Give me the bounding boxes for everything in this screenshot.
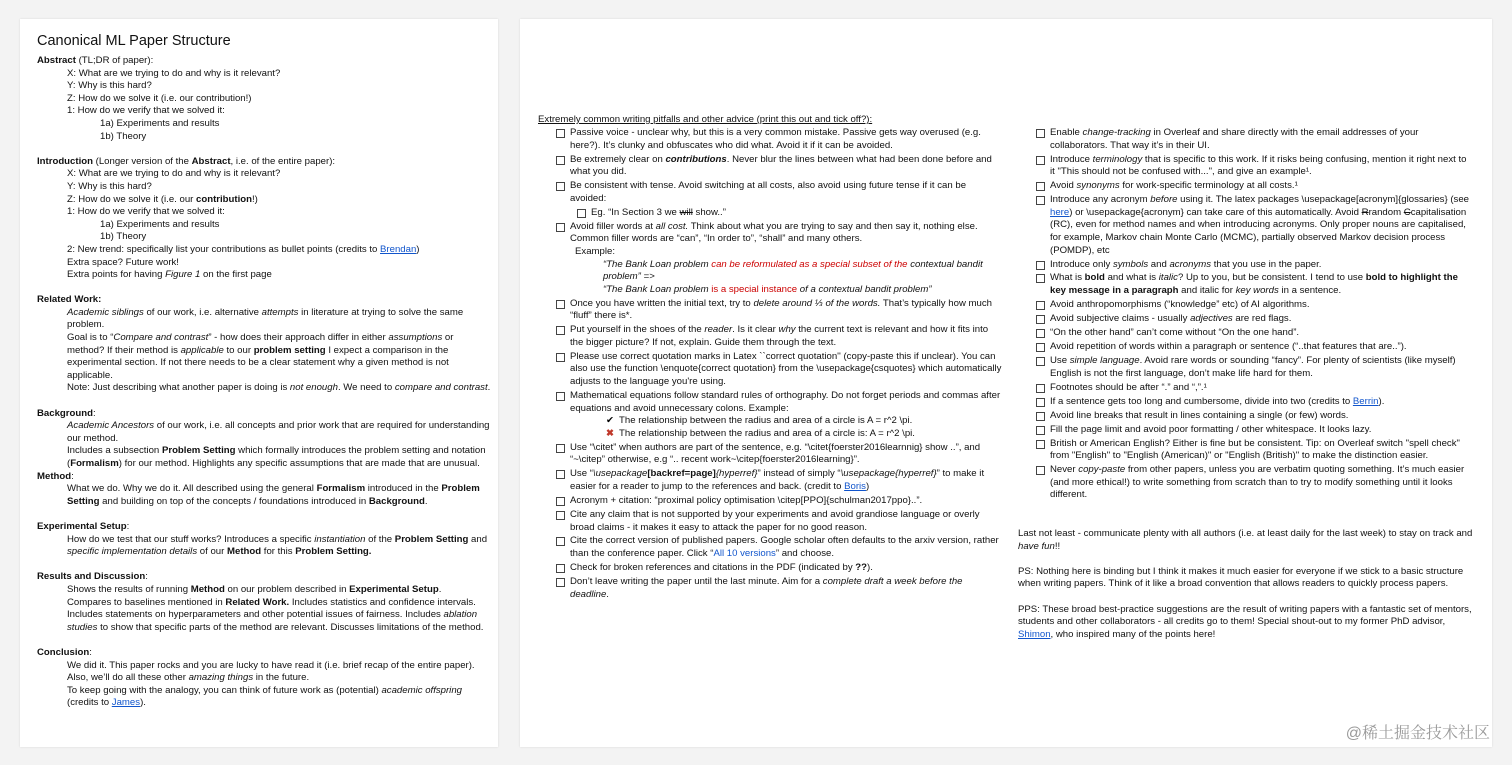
checkbox[interactable] <box>1036 343 1045 352</box>
conclusion-heading: Conclusion <box>37 646 90 658</box>
checklist-item: Use “\citet” when authors are part of the sentence, e.g. “\citet{foerster2016learnnig} show ..”, and “~\citep” otherwise, e.g “.. recent work~\citep{foerster2016learning}”. <box>556 442 1002 467</box>
doc-title: Canonical ML Paper Structure <box>37 33 231 49</box>
background-heading: Background <box>37 407 93 419</box>
experimental-setup-heading: Experimental Setup <box>37 520 127 532</box>
checklist-item: Introduce terminology that is specific to this work. If it risks being confusing, mention it right next to it "This should not be confused with...", and give an example¹. <box>1036 154 1472 179</box>
method-paragraph: What we do. Why we do it. All described using the general Formalism introduced in the Problem Setting and building on top of the concepts / foundations introduced in Background. <box>67 483 480 507</box>
introduction-line: Z: How do we solve it (i.e. our contribution!) <box>67 193 258 205</box>
introduction-heading: Introduction <box>37 155 93 167</box>
all-versions-link[interactable]: All 10 versions <box>713 548 776 560</box>
boris-link[interactable]: Boris <box>844 480 866 492</box>
checklist-item: Enable change-tracking in Overleaf and share directly with the email addresses of your collaborators. That way it’s in their UI. <box>1036 127 1472 152</box>
checkbox[interactable] <box>556 392 565 401</box>
checkbox[interactable] <box>1036 357 1045 366</box>
related-work-heading: Related Work: <box>37 294 102 306</box>
introduction-line: Extra space? Future work! <box>67 256 179 268</box>
checklist-item: Avoid filler words at all cost. Think about what you are trying to say and then say it, nothing else. Common filler words are “can”, “In order to”, “shall” and many others. Example: “The Bank Loan problem can be reformulated as a special subset of the contextual bandit problem” => “The Bank Loan problem is a special instance of a contextual bandit problem” <box>556 221 1002 297</box>
results-paragraph: Includes statements on hyperparameters and other potential issues of fairness. Includes ablation studies to show that specific parts of the method are relevant. Discusses limitations of the method. <box>67 609 484 633</box>
math-example-bad: ✖ The relationship between the radius and area of a circle is: A = r^2 \pi. <box>606 427 915 439</box>
abstract-subline: 1b) Theory <box>100 130 147 142</box>
checkbox[interactable] <box>556 326 565 335</box>
conclusion-section: Conclusion: We did it. This paper rocks and you are lucky to have read it (i.e. brief recap of the entire paper). Also, we’ll do all these other amazing things in the future. To keep going with the analogy, you can think of future work as (potential) academic offspring (credits to James). <box>37 647 492 710</box>
checkbox[interactable] <box>1036 301 1045 310</box>
checkbox[interactable] <box>556 300 565 309</box>
closing-notes <box>1018 528 1474 654</box>
checkbox[interactable] <box>1036 440 1045 449</box>
checklist-item: What is bold and what is italic? Up to you, but be consistent. I tend to use bold to highlight the key message in a paragraph and italic for key words in a sentence. <box>1036 272 1472 297</box>
checklist-item: Cite the correct version of published papers. Google scholar often defaults to the arxiv version, rather than the conference paper. Click “All 10 versions” and choose. <box>556 535 1002 560</box>
checkbox[interactable] <box>556 223 565 232</box>
check-icon: ✔ <box>606 415 615 427</box>
conclusion-paragraph: To keep going with the analogy, you can think of future work as (potential) academic offspring (credits to James). <box>67 684 462 709</box>
checklist-item: Use simple language. Avoid rare words or sounding “fancy”. For plenty of scientists (like myself) English is not the first language, don’t make life hard for them. <box>1036 355 1472 380</box>
checkbox[interactable] <box>577 209 586 218</box>
ps-note: PS: Nothing here is binding but I think it makes it much easier for everyone if we stick to a basic structure when writing papers. Think of it like a broad convention that allows readers to quickly process papers. <box>1018 565 1464 590</box>
introduction-line: X: What are we trying to do and why is it relevant? <box>67 168 281 180</box>
introduction-line: Extra points for having Figure 1 on the first page <box>67 269 272 281</box>
checkbox[interactable] <box>1036 196 1045 205</box>
checkbox[interactable] <box>556 537 565 546</box>
checkbox[interactable] <box>556 511 565 520</box>
checklist-item: British or American English? Either is fine but be consistent. Tip: on Overleaf switch "spell check" from "English" to "English (American)" or "English (British)" to make the distinction easier. <box>1036 438 1472 463</box>
checklist-item: Never copy-paste from other papers, unless you are verbatim quoting something. It’s much easier (and more ethical!) to write something from scratch than to try to modify something until it looks different. <box>1036 464 1472 502</box>
checkbox[interactable] <box>1036 182 1045 191</box>
checklist-item: Avoid subjective claims - usually adjectives are red flags. <box>1036 313 1472 326</box>
abstract-line: Z: How do we solve it (i.e. our contribution!) <box>67 92 252 104</box>
checklist-item: Avoid synonyms for work-specific terminology at all costs.¹ <box>1036 180 1472 193</box>
checkbox[interactable] <box>556 497 565 506</box>
checkbox[interactable] <box>1036 156 1045 165</box>
method-section: Method: What we do. Why we do it. All described using the general Formalism introduced in the Problem Setting and building on top of the concepts / foundations introduced in Background. <box>37 471 492 509</box>
checklist-item: Introduce any acronym before using it. The latex packages \usepackage[acronym]{glossaries} (see here) or \usepackage{acronym} can take care of this automatically. Avoid Rrandom Ccapitalisation (RC), even for method names and when introducing acronyms. Only proper nouns are capitalised, for example, Markov chain Monte Carlo (MCMC), partially observed Markov decision process (POMDP), etc <box>1036 194 1472 257</box>
introduction-subline: 1a) Experiments and results <box>100 218 220 230</box>
abstract-line: Y: Why is this hard? <box>67 80 152 92</box>
background-section: Background: Academic Ancestors of our work, i.e. all concepts and prior work that are required for understanding our method. Includes a subsection Problem Setting which formally introduces the problem setting and notation (Formalism) for our method. Highlights any specific assumptions that are made that are unusual. <box>37 408 492 471</box>
method-heading: Method <box>37 470 72 482</box>
cross-icon: ✖ <box>606 427 615 439</box>
filler-example-after: “The Bank Loan problem is a special instance of a contextual bandit problem” <box>603 283 932 295</box>
checklist-item: If a sentence gets too long and cumbersome, divide into two (credits to Berrin). <box>1036 396 1472 409</box>
related-work-section <box>37 294 492 395</box>
checklist-item: Put yourself in the shoes of the reader. Is it clear why the current text is relevant and how it fits into the bigger picture? If not, explain. Guide them through the text. <box>556 324 1002 349</box>
abstract-subline: 1a) Experiments and results <box>100 117 220 129</box>
conclusion-paragraph: We did it. This paper rocks and you are lucky to have read it (i.e. brief recap of the entire paper). <box>67 659 475 671</box>
checklist-item: Please use correct quotation marks in Latex ``correct quotation'' (copy-paste this if unclear). You can also use the function \enquote{correct quotation} from the \usepackage{csquotes} which automatically adjusts to the language you're using. <box>556 351 1002 389</box>
checklist-column-right <box>1036 127 1472 503</box>
checkbox[interactable] <box>556 129 565 138</box>
checkbox[interactable] <box>1036 315 1045 324</box>
experimental-setup-paragraph: How do we test that our stuff works? Introduces a specific instantiation of the Problem Setting and specific implementation details of our Method for this Problem Setting. <box>67 533 488 558</box>
checkbox[interactable] <box>1036 129 1045 138</box>
related-work-paragraph: Academic siblings of our work, i.e. alternative attempts in literature at trying to solve the same problem. <box>67 306 464 331</box>
filler-example-before: “The Bank Loan problem can be reformulated as a special subset of the contextual bandit problem” => <box>603 258 983 283</box>
checklist-item: Footnotes should be after “.” and “,”.¹ <box>1036 382 1472 395</box>
checklist-column-left <box>556 127 1002 603</box>
results-heading: Results and Discussion <box>37 571 146 583</box>
filler-example-label: Example: <box>575 245 615 257</box>
glossaries-here-link[interactable]: here <box>1050 206 1070 218</box>
abstract-section: Abstract (TL;DR of paper): X: What are we trying to do and why is it relevant? Y: Why is this hard? Z: How do we solve it (i.e. our contribution!) 1: How do we verify that we solved it: 1a) Experiments and results 1b) Theory <box>37 55 492 143</box>
page-left <box>20 19 498 747</box>
checkbox[interactable] <box>1036 329 1045 338</box>
checklist-item: Don’t leave writing the paper until the last minute. Aim for a complete draft a week before the deadline. <box>556 576 1002 601</box>
introduction-subline: 1b) Theory <box>100 231 147 243</box>
results-paragraph: Compares to baselines mentioned in Related Work. Includes statistics and confidence intervals. <box>67 596 476 608</box>
checklist-item: Cite any claim that is not supported by your experiments and avoid grandiose language or overly broad claims - it makes it easy to attack the paper for no good reason. <box>556 509 1002 534</box>
brendan-link[interactable]: Brendan <box>380 243 417 255</box>
checklist-item: Once you have written the initial text, try to delete around ⅓ of the words. That’s typically how much “fluff” there is*. <box>556 298 1002 323</box>
introduction-line: 1: How do we verify that we solved it: <box>67 206 225 218</box>
checklist-item: “On the other hand” can’t come without “On the one hand”. <box>1036 327 1472 340</box>
james-link[interactable]: James <box>111 697 141 709</box>
checkbox[interactable] <box>556 564 565 573</box>
background-paragraph: Includes a subsection Problem Setting which formally introduces the problem setting and notation (Formalism) for our method. Highlights any specific assumptions that are made that are unusual. <box>67 445 486 469</box>
conclusion-paragraph: Also, we’ll do all these other amazing things in the future. <box>67 672 310 684</box>
abstract-heading: Abstract <box>37 55 76 66</box>
checkbox[interactable] <box>556 156 565 165</box>
abstract-line: 1: How do we verify that we solved it: <box>67 105 225 117</box>
watermark: @稀土掘金技术社区 <box>1345 725 1490 742</box>
experimental-setup-section: Experimental Setup: How do we test that our stuff works? Introduces a specific instantiation of the Problem Setting and specific implementation details of our Method for this Problem Setting. <box>37 521 492 559</box>
checkbox[interactable] <box>1036 466 1045 475</box>
introduction-line: Y: Why is this hard? <box>67 180 152 192</box>
checklist-item: Avoid line breaks that result in lines containing a single (or few) words. <box>1036 410 1472 423</box>
checkbox[interactable] <box>1036 398 1045 407</box>
checklist-item: Introduce only symbols and acronyms that you use in the paper. <box>1036 259 1472 272</box>
checkbox[interactable] <box>556 182 565 191</box>
checklist-item: Be consistent with tense. Avoid switching at all costs, also avoid using future tense if it can be avoided: <box>556 180 1002 205</box>
results-section: Results and Discussion: Shows the results of running Method on our problem described in Experimental Setup. Compares to baselines mentioned in Related Work. Includes statistics and confidence intervals. Includes statements on hyperparameters and other potential issues of fairness. Includes ablation studies to show that specific parts of the method are relevant. Discusses limitations of the method. <box>37 571 492 634</box>
checkbox[interactable] <box>556 353 565 362</box>
shimon-link[interactable]: Shimon <box>1018 628 1051 640</box>
introduction-section: Introduction (Longer version of the Abstract, i.e. of the entire paper): X: What are we trying to do and why is it relevant? Y: Why is this hard? Z: How do we solve it (i.e. our contribution!) 1: How do we verify that we solved it: 1a) Experiments and results 1b) Theory 2: New trend: specifically list your contributions as bullet points (credits to Brendan) Extra space? Future work! Extra points for having Figure 1 on the first page <box>37 156 492 282</box>
checklist-item: Passive voice - unclear why, but this is a very common mistake. Passive gets way overused (e.g. here?). It’s clunky and obfuscates who did what. Avoid it if it can be avoided. <box>556 127 1002 152</box>
background-paragraph: Academic Ancestors of our work, i.e. all concepts and prior work that are required for understanding our method. <box>67 420 490 444</box>
checklist-item: Check for broken references and citations in the PDF (indicated by ??). <box>556 562 1002 575</box>
introduction-line: 2: New trend: specifically list your contributions as bullet points (credits to Brendan) <box>67 243 420 255</box>
checkbox[interactable] <box>1036 261 1045 270</box>
checkbox[interactable] <box>556 578 565 587</box>
checklist-subitem: Eg. “In Section 3 we will show..” <box>577 207 1002 220</box>
checklist-item: Use “\usepackage[backref=page]{hyperref}” instead of simply “\usepackage{hyperref}” to make it easier for a reader to jump to the references and back. (credit to Boris) <box>556 468 1002 493</box>
checklist-item: Fill the page limit and avoid poor formatting / other whitespace. It looks lazy. <box>1036 424 1472 437</box>
results-paragraph: Shows the results of running Method on our problem described in Experimental Setup. <box>67 583 442 595</box>
page-right <box>520 19 1492 747</box>
pps-note: PPS: These broad best-practice suggestions are the result of writing papers with a fantastic set of mentors, students and other collaborators - all credits go to them! Special shout-out to my former PhD advisor, Shimon, who inspired many of the points here! <box>1018 603 1472 640</box>
paper-structure-body <box>37 55 492 710</box>
checkbox[interactable] <box>1036 426 1045 435</box>
related-work-paragraph: Goal is to “Compare and contrast” - how does their approach differ in either assumptions or method? If their method is applicable to our problem setting I expect a comparison in the experimental section. If not there needs to be a clear statement why a given method is not applicable. <box>67 332 454 381</box>
abstract-line: X: What are we trying to do and why is it relevant? <box>67 67 281 79</box>
checklist-item: Avoid repetition of words within a paragraph or sentence (“..that features that are..”). <box>1036 341 1472 354</box>
checklist-item: Acronym + citation: “proximal policy optimisation \citep[PPO]{schulman2017ppo}..”. <box>556 495 1002 508</box>
related-work-paragraph: Note: Just describing what another paper is doing is not enough. We need to compare and contrast. <box>67 382 491 394</box>
berrin-link[interactable]: Berrin <box>1352 395 1379 407</box>
checkbox[interactable] <box>556 470 565 479</box>
checklist-item: Mathematical equations follow standard rules of orthography. Do not forget periods and commas after equations and avoid unnecessary colons. Example: ✔ The relationship between the radius and area of a circle is A = r^2 \pi. ✖ The relationship between the radius and area of a circle is: A = r^2 \pi. <box>556 390 1002 440</box>
math-example-good: ✔ The relationship between the radius and area of a circle is A = r^2 \pi. <box>606 415 913 427</box>
checklist-item: Be extremely clear on contributions. Never blur the lines between what had been done before and what you did. <box>556 154 1002 179</box>
pitfalls-heading: Extremely common writing pitfalls and other advice (print this out and tick off?): <box>538 114 873 125</box>
checkbox[interactable] <box>1036 412 1045 421</box>
checkbox[interactable] <box>1036 274 1045 283</box>
checkbox[interactable] <box>1036 384 1045 393</box>
checklist-item: Avoid anthropomorphisms (“knowledge” etc) of AI algorithms. <box>1036 299 1472 312</box>
checkbox[interactable] <box>556 444 565 453</box>
closing-note: Last not least - communicate plenty with all authors (i.e. at least daily for the last week) to stay on track and have fun!! <box>1018 528 1473 552</box>
